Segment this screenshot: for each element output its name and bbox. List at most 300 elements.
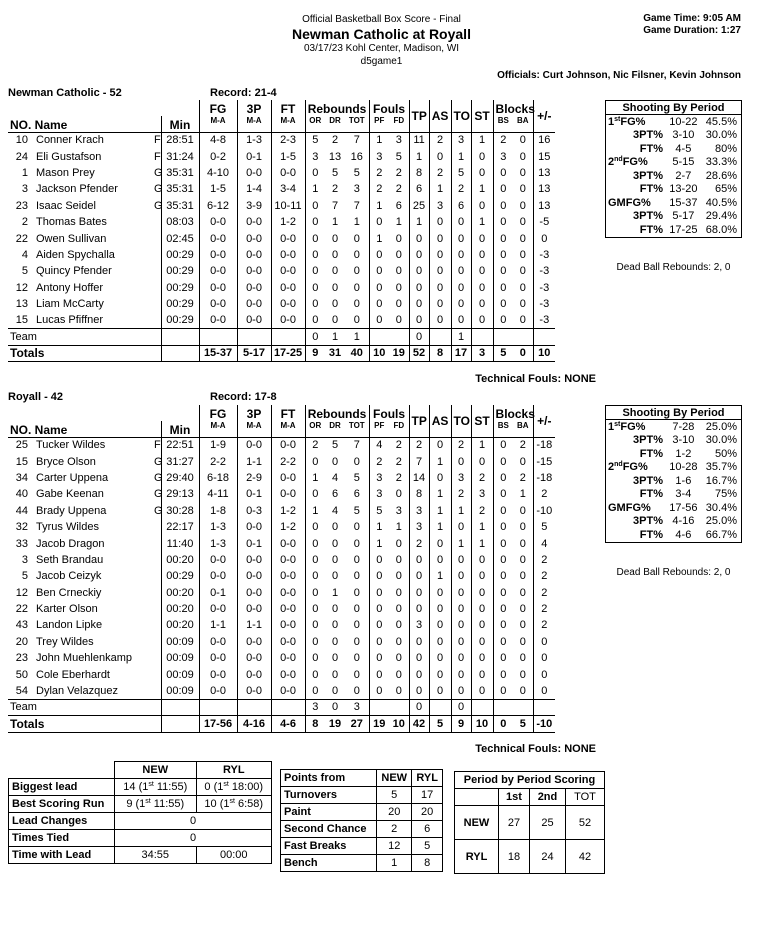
player-fg: 1-3: [199, 535, 237, 551]
player-or: 0: [305, 568, 325, 584]
player-ft: 0-0: [271, 247, 305, 263]
player-reb-tot: 6: [353, 488, 360, 501]
player-name: Liam McCarty: [36, 298, 104, 311]
player-pf: 0: [369, 617, 389, 633]
player-pf: 0: [369, 683, 389, 699]
player-st: 0: [471, 280, 493, 296]
player-bs: 0: [493, 263, 513, 279]
player-3p: 0-0: [237, 601, 271, 617]
player-3p: 0-3: [237, 503, 271, 519]
player-fg: 0-2: [199, 148, 237, 164]
player-to: 1: [451, 535, 471, 551]
ba-header: BA: [513, 116, 533, 132]
team-reb-tot: 1: [345, 329, 369, 345]
player-or: 1: [305, 470, 325, 486]
player-fg: 0-0: [199, 552, 237, 568]
player-fg: 0-0: [199, 214, 237, 230]
period-suffix: nd: [614, 461, 623, 469]
player-fd: 0: [395, 570, 402, 583]
shooting-row: [606, 501, 741, 515]
player-as: 2: [429, 165, 451, 181]
player-dr: 0: [331, 232, 339, 245]
player-st: 3: [471, 486, 493, 502]
team-dr: 0: [325, 699, 345, 715]
player-plus-minus: -10: [533, 503, 555, 519]
player-bs: 2: [493, 132, 513, 148]
player-minutes: 00:20: [161, 585, 199, 601]
player-position: G: [154, 488, 163, 501]
player-to: 0: [451, 263, 471, 279]
player-fg: 0-0: [199, 263, 237, 279]
period-number: 1: [608, 420, 615, 433]
player-tp: 7: [409, 453, 429, 469]
points-new: 12: [377, 838, 412, 855]
player-fd: 0: [395, 248, 402, 261]
player-number: 5: [21, 570, 28, 583]
player-bs: 0: [493, 666, 513, 682]
player-fd: 0: [395, 232, 402, 245]
shooting-row: [606, 183, 741, 197]
player-bs: 0: [493, 601, 513, 617]
player-as: 0: [429, 601, 451, 617]
player-plus-minus: -5: [533, 214, 555, 230]
player-number: 10: [15, 134, 28, 147]
player-as: 0: [429, 148, 451, 164]
player-plus-minus: -3: [533, 263, 555, 279]
player-position: [152, 585, 161, 601]
stat-label: FT%: [639, 183, 663, 196]
player-name: John Muehlenkamp: [36, 652, 133, 665]
player-minutes: 02:45: [161, 230, 199, 246]
player-dr: 5: [331, 166, 339, 179]
stat-made-attempted: 3-10: [672, 434, 695, 447]
player-minutes: 08:03: [161, 214, 199, 230]
stat-label: 3PT%: [633, 434, 663, 447]
player-reb-tot: 0: [353, 232, 360, 245]
player-name: Quincy Pfender: [36, 265, 112, 278]
player-plus-minus: 13: [533, 198, 555, 214]
player-fd: 3: [395, 134, 402, 147]
points-category: Second Chance: [281, 821, 377, 838]
player-number: 32: [15, 521, 28, 534]
min-header: Min: [161, 421, 199, 437]
player-3p: 0-0: [237, 296, 271, 312]
player-minutes: 00:09: [161, 634, 199, 650]
player-tp: 3: [409, 503, 429, 519]
points-new: 1: [377, 855, 412, 872]
player-to: 0: [451, 683, 471, 699]
player-reb-tot: 0: [353, 298, 360, 311]
player-st: 0: [471, 263, 493, 279]
player-dr: 0: [331, 537, 339, 550]
player-fg: 0-0: [199, 650, 237, 666]
shooting-row: [606, 474, 741, 488]
player-pf: 0: [369, 296, 389, 312]
points-from-row: [281, 787, 443, 804]
player-bs: 0: [493, 535, 513, 551]
player-or: 1: [305, 503, 325, 519]
player-or: 0: [305, 552, 325, 568]
player-number: 34: [15, 471, 28, 484]
player-number: 22: [15, 603, 28, 616]
player-ba: 0: [519, 281, 526, 294]
player-plus-minus: -3: [533, 312, 555, 328]
player-bs: 0: [493, 568, 513, 584]
player-ba: 0: [519, 183, 526, 196]
player-name: Landon Lipke: [36, 619, 103, 632]
player-minutes: 00:29: [161, 312, 199, 328]
player-dr: 4: [331, 504, 339, 517]
player-fd: 0: [395, 281, 402, 294]
player-st: 0: [471, 247, 493, 263]
player-as: 2: [429, 132, 451, 148]
player-fg: 1-1: [199, 617, 237, 633]
player-bs: 0: [493, 453, 513, 469]
col-new: NEW: [115, 762, 197, 779]
player-as: 0: [429, 552, 451, 568]
player-ba: 0: [519, 134, 526, 147]
shooting-row: [606, 196, 741, 210]
player-plus-minus: 2: [533, 601, 555, 617]
stat-made-attempted: 1-2: [675, 447, 692, 460]
player-3p: 0-0: [237, 312, 271, 328]
player-as: 0: [429, 666, 451, 682]
player-bs: 0: [493, 181, 513, 197]
team-label: Team: [8, 329, 161, 345]
player-pf: 2: [369, 181, 389, 197]
player-fg: 0-0: [199, 601, 237, 617]
player-reb-tot: 5: [353, 504, 360, 517]
player-tp: 1: [409, 214, 429, 230]
player-ft: 0-0: [271, 634, 305, 650]
player-minutes: 00:20: [161, 617, 199, 633]
player-3p: 0-0: [237, 650, 271, 666]
stat-label: FG%: [622, 461, 648, 474]
st-header: ST: [471, 100, 493, 132]
player-ba: 0: [519, 586, 526, 599]
player-reb-tot: 5: [353, 471, 360, 484]
player-fd: 3: [395, 504, 402, 517]
player-minutes: 35:31: [161, 198, 199, 214]
player-position: [152, 634, 161, 650]
player-reb-tot: 0: [353, 570, 360, 583]
player-dr: 5: [331, 439, 339, 452]
player-number: 15: [15, 455, 28, 468]
player-reb-tot: 1: [353, 216, 360, 229]
player-st: 0: [471, 230, 493, 246]
totals-row: [8, 345, 617, 361]
player-3p: 0-0: [237, 230, 271, 246]
player-or: 0: [305, 634, 325, 650]
player-reb-tot: 0: [353, 537, 360, 550]
player-plus-minus: 2: [533, 585, 555, 601]
ba-header: BA: [513, 421, 533, 437]
player-position: F: [154, 439, 161, 452]
player-position: [152, 280, 161, 296]
player-row: [8, 132, 617, 148]
player-pf: 2: [369, 165, 389, 181]
stat-made-attempted: 15-37: [669, 196, 698, 209]
totals-plus-minus: -10: [533, 716, 555, 732]
team-to: 0: [451, 699, 471, 715]
player-fd: 0: [395, 619, 402, 632]
player-tp: 0: [409, 634, 429, 650]
team-tp: 0: [409, 329, 429, 345]
team-name: Royall - 42: [8, 391, 64, 403]
player-reb-tot: 0: [353, 455, 360, 468]
player-reb-tot: 16: [350, 150, 363, 163]
player-reb-tot: 0: [353, 603, 360, 616]
ma-header: M-A: [199, 116, 237, 132]
totals-ba: 0: [513, 345, 533, 361]
player-minutes: 00:29: [161, 263, 199, 279]
team-or: 3: [305, 699, 325, 715]
box-score-table: [8, 405, 617, 733]
technical-fouls: Technical Fouls: NONE: [475, 743, 596, 755]
ma-header: M-A: [271, 421, 305, 437]
col-new: NEW: [377, 770, 412, 787]
time-with-lead-ryl: 00:00: [196, 847, 271, 864]
date-venue: 03/17/23 Kohl Center, Madison, WI: [303, 43, 460, 54]
player-number: 12: [15, 586, 28, 599]
player-or: 0: [305, 519, 325, 535]
player-st: 1: [471, 132, 493, 148]
col-2nd: 2nd: [530, 789, 566, 806]
player-name: Isaac Seidel: [36, 199, 96, 212]
player-st: 2: [471, 503, 493, 519]
player-fd: 0: [395, 603, 402, 616]
player-ft: 1-2: [271, 503, 305, 519]
player-bs: 0: [493, 650, 513, 666]
points-category: Bench: [281, 855, 377, 872]
player-tp: 14: [409, 470, 429, 486]
player-name: Jacob Ceizyk: [36, 570, 102, 583]
player-to: 0: [451, 280, 471, 296]
points-from-title: Points from: [281, 770, 377, 787]
team-name: Newman Catholic - 52: [8, 87, 122, 99]
player-ft: 0-0: [271, 683, 305, 699]
player-number: 3: [21, 553, 28, 566]
player-ba: 0: [519, 216, 526, 229]
player-name: Conner Krach: [36, 134, 104, 147]
player-ft: 10-11: [271, 198, 305, 214]
player-pf: 0: [369, 263, 389, 279]
player-bs: 0: [493, 503, 513, 519]
points-ryl: 6: [412, 821, 443, 838]
player-position: [152, 650, 161, 666]
totals-fd: 19: [389, 345, 409, 361]
period-suffix: st: [614, 115, 621, 123]
stat-percentage: 16.7%: [705, 474, 737, 487]
player-bs: 0: [493, 552, 513, 568]
player-ba: 0: [519, 298, 526, 311]
player-reb-tot: 0: [353, 248, 360, 261]
player-minutes: 00:09: [161, 683, 199, 699]
player-row: [8, 552, 617, 568]
game-id: d5game1: [360, 56, 403, 67]
player-as: 0: [429, 312, 451, 328]
player-minutes: 00:20: [161, 601, 199, 617]
totals-fg: 15-37: [199, 345, 237, 361]
player-ba: 0: [519, 668, 526, 681]
stat-made-attempted: 5-15: [672, 156, 695, 169]
player-number: 3: [21, 183, 28, 196]
row-label: Time with Lead: [9, 847, 115, 864]
player-to: 5: [451, 165, 471, 181]
player-tp: 0: [409, 666, 429, 682]
player-or: 0: [305, 666, 325, 682]
player-plus-minus: 16: [533, 132, 555, 148]
player-ba: 2: [519, 471, 526, 484]
player-row: [8, 198, 617, 214]
player-as: 0: [429, 214, 451, 230]
player-to: 0: [451, 617, 471, 633]
player-as: 0: [429, 437, 451, 453]
player-3p: 0-0: [237, 247, 271, 263]
as-header: AS: [429, 100, 451, 132]
stat-made-attempted: 17-25: [669, 223, 698, 236]
player-ba: 0: [519, 570, 526, 583]
player-pf: 1: [369, 519, 389, 535]
team-record: Record: 21-4: [210, 87, 277, 99]
shooting-by-period: [605, 100, 742, 238]
period-suffix: nd: [614, 156, 623, 164]
stat-made-attempted: 4-5: [675, 142, 692, 155]
period-number: 2: [608, 156, 615, 169]
player-fg: 0-0: [199, 683, 237, 699]
player-or: 0: [305, 453, 325, 469]
shooting-row: [606, 129, 741, 143]
player-as: 0: [429, 230, 451, 246]
totals-st: 10: [471, 716, 493, 732]
player-ba: 0: [519, 232, 526, 245]
player-name: Gabe Keenan: [36, 488, 104, 501]
player-position: G: [154, 471, 163, 484]
player-ft: 1-5: [271, 148, 305, 164]
player-to: 1: [451, 148, 471, 164]
player-position: [152, 666, 161, 682]
player-to: 0: [451, 519, 471, 535]
player-tp: 0: [409, 601, 429, 617]
player-number: 4: [21, 248, 28, 261]
player-number: 23: [15, 199, 28, 212]
player-st: 2: [471, 470, 493, 486]
player-fd: 2: [395, 455, 402, 468]
player-name: Bryce Olson: [36, 455, 96, 468]
player-3p: 0-1: [237, 148, 271, 164]
period-1-score: 18: [499, 840, 530, 874]
dead-ball-rebounds: Dead Ball Rebounds: 2, 0: [616, 262, 731, 273]
player-dr: 4: [331, 471, 339, 484]
player-reb-tot: 0: [353, 314, 360, 327]
scoring-run-ryl: 10 (1st 6:58): [196, 796, 271, 813]
player-fg: 4-11: [199, 486, 237, 502]
player-to: 0: [451, 552, 471, 568]
player-position: F: [154, 150, 161, 163]
stat-made-attempted: 3-10: [672, 129, 695, 142]
player-ft: 1-2: [271, 519, 305, 535]
player-to: 2: [451, 486, 471, 502]
player-pf: 1: [369, 198, 389, 214]
player-ft: 0-0: [271, 535, 305, 551]
player-ba: 0: [519, 248, 526, 261]
player-row: [8, 519, 617, 535]
player-number: 33: [15, 537, 28, 550]
player-dr: 0: [331, 248, 339, 261]
player-row: [8, 683, 617, 699]
player-name: Eli Gustafson: [36, 150, 102, 163]
player-number: 54: [15, 684, 28, 697]
player-3p: 0-0: [237, 214, 271, 230]
times-tied-value: 0: [115, 830, 272, 847]
player-dr: 0: [331, 684, 339, 697]
stat-percentage: 28.6%: [705, 169, 737, 182]
player-ba: 2: [519, 439, 526, 452]
totals-label: Totals: [8, 716, 161, 732]
stat-label: FG%: [625, 196, 651, 209]
player-fg: 1-5: [199, 181, 237, 197]
player-reb-tot: 0: [353, 281, 360, 294]
player-ba: 0: [519, 635, 526, 648]
player-st: 0: [471, 165, 493, 181]
player-ft: 0-0: [271, 230, 305, 246]
player-to: 0: [451, 312, 471, 328]
points-category: Fast Breaks: [281, 838, 377, 855]
player-to: 0: [451, 296, 471, 312]
totals-tp: 42: [409, 716, 429, 732]
player-plus-minus: 2: [533, 552, 555, 568]
player-fg: 4-10: [199, 165, 237, 181]
player-tp: 0: [409, 683, 429, 699]
shooting-row: [606, 461, 741, 475]
matchup-title: Newman Catholic at Royall: [292, 26, 471, 42]
player-ba: 0: [519, 314, 526, 327]
totals-dr: 19: [325, 716, 345, 732]
player-bs: 0: [493, 247, 513, 263]
player-ba: 0: [519, 265, 526, 278]
biggest-lead-ryl: 0 (1st 18:00): [196, 779, 271, 796]
player-tp: 0: [409, 247, 429, 263]
player-number: 22: [15, 232, 28, 245]
player-fd: 2: [395, 183, 402, 196]
player-fd: 0: [395, 537, 402, 550]
player-plus-minus: 4: [533, 535, 555, 551]
player-ft: 0-0: [271, 312, 305, 328]
player-st: 0: [471, 634, 493, 650]
player-bs: 0: [493, 683, 513, 699]
player-pf: 0: [369, 585, 389, 601]
player-st: 1: [471, 437, 493, 453]
player-3p: 2-9: [237, 470, 271, 486]
player-reb-tot: 0: [353, 652, 360, 665]
team-row: [8, 699, 617, 715]
player-number: 40: [15, 488, 28, 501]
player-pf: 0: [369, 568, 389, 584]
player-plus-minus: 0: [533, 683, 555, 699]
points-from-row: [281, 804, 443, 821]
shooting-row: [606, 115, 741, 129]
player-bs: 0: [493, 519, 513, 535]
player-minutes: 00:20: [161, 552, 199, 568]
player-name: Mason Prey: [36, 166, 95, 179]
player-3p: 0-0: [237, 568, 271, 584]
officials: Officials: Curt Johnson, Nic Filsner, Kevin Johnson: [497, 70, 741, 81]
player-fd: 0: [395, 553, 402, 566]
player-position: G: [154, 455, 163, 468]
stat-label: FT%: [639, 447, 663, 460]
player-or: 0: [305, 263, 325, 279]
player-row: [8, 214, 617, 230]
